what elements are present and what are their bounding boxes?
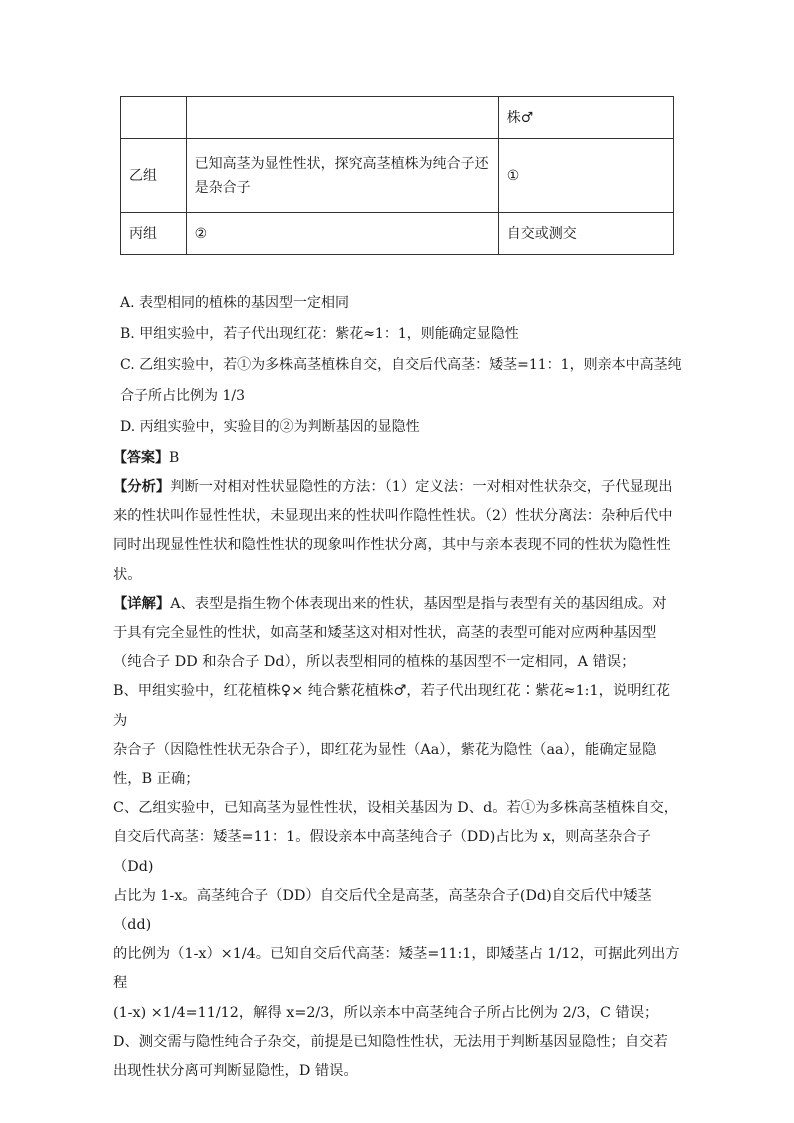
table-cell: 乙组 <box>121 139 187 213</box>
detail-line: 于具有完全显性的性状，如高茎和矮茎这对相对性状，高茎的表型可能对应两种基因型 <box>113 625 657 642</box>
detail-line: D、测交需与隐性纯合子杂交，前提是已知隐性性状，无法用于判断基因显隐性；自交若 <box>113 1033 668 1050</box>
table-cell: 丙组 <box>121 213 187 255</box>
detail-line: C、乙组实验中，已知高茎为显性性状，设相关基因为 D、d。若①为多株高茎植株自交， <box>113 800 679 817</box>
analysis-label: 【分析】 <box>113 479 171 495</box>
table-cell <box>186 97 498 139</box>
option-c: C. 乙组实验中，若①为多株高茎植株自交，自交后代高茎：矮茎=11：1，则亲本中高茎纯 <box>120 357 682 373</box>
table-row <box>121 213 674 255</box>
analysis-text: 判断一对相对性状显隐性的方法：（1）定义法：一对相对性状杂交，子代显现出 <box>170 479 673 495</box>
answer-label: 【答案】 <box>113 450 169 466</box>
detail-line: B、甲组实验中，红花植株♀× 纯合紫花植株♂，若子代出现红花∶紫花≈1:1，说明红花为 <box>113 683 671 729</box>
detail-label: 【详解】 <box>113 595 171 612</box>
detail-line: 出现性状分离可判断显隐性，D 错误。 <box>113 1063 358 1080</box>
analysis-line: 状。 <box>113 566 142 583</box>
table-cell: 自交或测交 <box>498 213 673 255</box>
table-cell: ② <box>186 213 498 255</box>
table-cell: 已知高茎为显性性状，探究高茎植株为纯合子还是杂合子 <box>186 139 498 213</box>
analysis-line <box>113 473 681 502</box>
detail-line <box>113 590 681 619</box>
detail-line: 杂合子（因隐性性状无杂合子），即红花为显性（Aa），紫花为隐性（aa），能确定显隐 <box>113 741 657 758</box>
table-row <box>121 139 674 213</box>
detail-line: (1-x) ×1/4=11/12，解得 x=2/3，所以亲本中高茎纯合子所占比例为 2/3，C 错误； <box>113 1004 659 1021</box>
solution-section <box>113 444 681 1086</box>
analysis-line: 同时出现显性性状和隐性性状的现象叫作性状分离，其中与亲本表现不同的性状为隐性性 <box>113 537 671 554</box>
detail-line: 占比为 1-x。高茎纯合子（DD）自交后代全是高茎，高茎杂合子(Dd)自交后代中矮茎（dd) <box>113 887 652 934</box>
analysis-block <box>113 473 681 590</box>
option-c-continued: 合子所占比例为 1/3 <box>120 388 245 404</box>
table-cell: ① <box>498 139 673 213</box>
table-cell: 株♂ <box>498 97 673 139</box>
detail-line: 的比例为（1-x）×1/4。已知自交后代高茎：矮茎=11:1，即矮茎占 1/12，可据此列出方程 <box>113 946 680 992</box>
detail-line: 自交后代高茎：矮茎=11：1。假设亲本中高茎纯合子（DD)占比为 x，则高茎杂合子（Dd) <box>113 829 651 875</box>
experiment-table <box>120 96 674 255</box>
detail-block <box>113 590 681 1086</box>
analysis-line: 来的性状叫作显性性状，未显现出来的性状叫作隐性性状。（2）性状分离法：杂种后代中 <box>113 508 673 525</box>
answer-options <box>120 288 680 443</box>
option-b: B. 甲组实验中，若子代出现红花：紫花≈1：1，则能确定显隐性 <box>120 326 519 342</box>
detail-line: （纯合子 DD 和杂合子 Dd），所以表型相同的植株的基因型不一定相同，A 错误； <box>113 654 636 671</box>
answer-value: B <box>169 450 180 466</box>
table-row <box>121 97 674 139</box>
table-cell <box>121 97 187 139</box>
detail-text: A、表型是指生物个体表现出来的性状，基因型是指与表型有关的基因组成。对 <box>170 595 667 612</box>
option-a: A. 表型相同的植株的基因型一定相同 <box>120 295 350 311</box>
detail-line: 性，B 正确； <box>113 771 200 788</box>
option-d: D. 丙组实验中，实验目的②为判断基因的显隐性 <box>120 419 420 435</box>
answer-line <box>113 444 681 473</box>
